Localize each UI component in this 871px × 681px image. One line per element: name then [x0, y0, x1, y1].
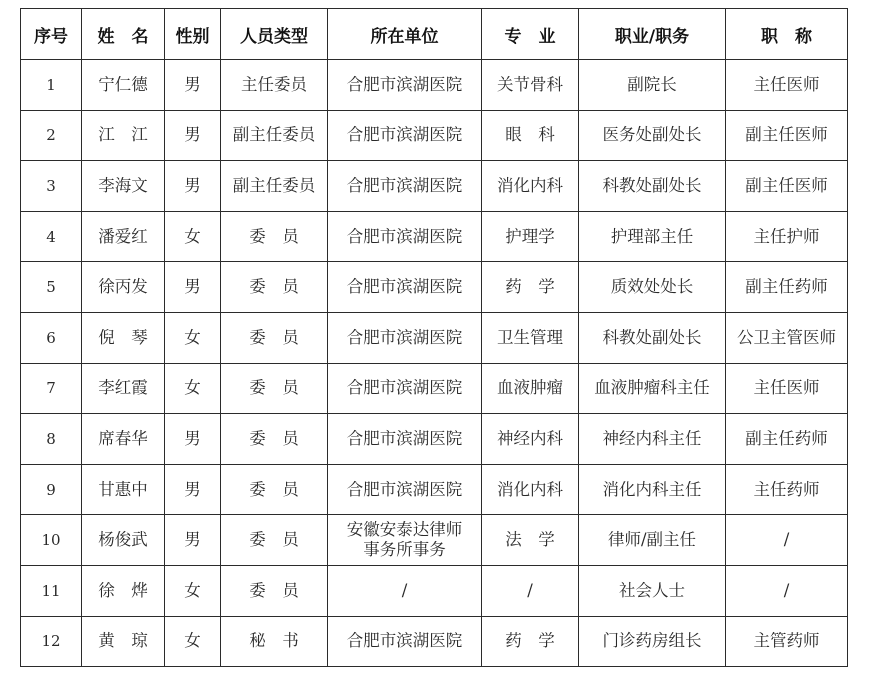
cell-specialty: 关节骨科: [482, 60, 579, 111]
header-specialty: 专 业: [482, 9, 579, 60]
cell-specialty: 护理学: [482, 211, 579, 262]
table-row: [21, 515, 848, 566]
table-row: [21, 161, 848, 212]
table-body: [21, 60, 848, 667]
header-row: [21, 9, 848, 60]
cell-organization: 合肥市滨湖医院: [328, 363, 482, 414]
cell-gender: 男: [165, 464, 221, 515]
table-row: [21, 565, 848, 616]
cell-specialty: 眼 科: [482, 110, 579, 161]
cell-position: 科教处副处长: [579, 161, 726, 212]
cell-gender: 男: [165, 515, 221, 566]
cell-gender: 女: [165, 363, 221, 414]
cell-index: 11: [21, 565, 82, 616]
cell-name: 李海文: [82, 161, 165, 212]
cell-position: 血液肿瘤科主任: [579, 363, 726, 414]
cell-title: 副主任药师: [726, 414, 848, 465]
cell-name: 杨俊武: [82, 515, 165, 566]
table-row: [21, 312, 848, 363]
cell-specialty: 卫生管理: [482, 312, 579, 363]
cell-specialty: 神经内科: [482, 414, 579, 465]
header-name: 姓 名: [82, 9, 165, 60]
cell-name: 江 江: [82, 110, 165, 161]
cell-gender: 男: [165, 414, 221, 465]
cell-title: /: [726, 515, 848, 566]
header-position: 职业/职务: [579, 9, 726, 60]
cell-position: 科教处副处长: [579, 312, 726, 363]
cell-index: 6: [21, 312, 82, 363]
cell-member-type: 主任委员: [221, 60, 328, 111]
cell-organization: /: [328, 565, 482, 616]
cell-gender: 男: [165, 60, 221, 111]
cell-gender: 男: [165, 161, 221, 212]
cell-member-type: 委 员: [221, 312, 328, 363]
table-row: [21, 262, 848, 313]
cell-position: 护理部主任: [579, 211, 726, 262]
cell-gender: 男: [165, 110, 221, 161]
cell-index: 5: [21, 262, 82, 313]
cell-index: 10: [21, 515, 82, 566]
cell-gender: 女: [165, 565, 221, 616]
cell-index: 4: [21, 211, 82, 262]
cell-title: /: [726, 565, 848, 616]
cell-position: 门诊药房组长: [579, 616, 726, 667]
table-row: [21, 60, 848, 111]
committee-members-table: [20, 8, 848, 667]
cell-specialty: 消化内科: [482, 161, 579, 212]
header-organization: 所在单位: [328, 9, 482, 60]
cell-member-type: 委 员: [221, 211, 328, 262]
cell-title: 主任医师: [726, 60, 848, 111]
cell-name: 黄 琼: [82, 616, 165, 667]
cell-member-type: 委 员: [221, 565, 328, 616]
cell-gender: 女: [165, 312, 221, 363]
cell-organization: 合肥市滨湖医院: [328, 312, 482, 363]
cell-position: 神经内科主任: [579, 414, 726, 465]
cell-member-type: 委 员: [221, 515, 328, 566]
cell-name: 李红霞: [82, 363, 165, 414]
cell-index: 2: [21, 110, 82, 161]
cell-gender: 女: [165, 616, 221, 667]
cell-index: 7: [21, 363, 82, 414]
cell-index: 9: [21, 464, 82, 515]
header-gender: 性别: [165, 9, 221, 60]
cell-name: 徐 烨: [82, 565, 165, 616]
cell-name: 席春华: [82, 414, 165, 465]
header-title: 职 称: [726, 9, 848, 60]
cell-title: 公卫主管医师: [726, 312, 848, 363]
cell-position: 质效处处长: [579, 262, 726, 313]
cell-organization: 合肥市滨湖医院: [328, 464, 482, 515]
header-member-type: 人员类型: [221, 9, 328, 60]
cell-member-type: 秘 书: [221, 616, 328, 667]
cell-organization: 合肥市滨湖医院: [328, 414, 482, 465]
cell-specialty: 血液肿瘤: [482, 363, 579, 414]
cell-position: 社会人士: [579, 565, 726, 616]
cell-specialty: 消化内科: [482, 464, 579, 515]
table-header: [21, 9, 848, 60]
table-row: [21, 363, 848, 414]
cell-member-type: 委 员: [221, 464, 328, 515]
cell-position: 医务处副处长: [579, 110, 726, 161]
cell-specialty: 法 学: [482, 515, 579, 566]
cell-member-type: 委 员: [221, 363, 328, 414]
cell-organization: 合肥市滨湖医院: [328, 211, 482, 262]
cell-organization: 合肥市滨湖医院: [328, 60, 482, 111]
cell-name: 徐丙发: [82, 262, 165, 313]
cell-organization: 合肥市滨湖医院: [328, 616, 482, 667]
cell-member-type: 副主任委员: [221, 161, 328, 212]
cell-position: 副院长: [579, 60, 726, 111]
cell-title: 主任医师: [726, 363, 848, 414]
cell-index: 3: [21, 161, 82, 212]
table-row: [21, 110, 848, 161]
cell-title: 主任护师: [726, 211, 848, 262]
cell-organization: 安徽安泰达律师 事务所事务: [328, 515, 482, 566]
cell-name: 甘惠中: [82, 464, 165, 515]
cell-gender: 女: [165, 211, 221, 262]
cell-name: 宁仁德: [82, 60, 165, 111]
cell-member-type: 委 员: [221, 262, 328, 313]
cell-title: 副主任医师: [726, 161, 848, 212]
cell-name: 潘爱红: [82, 211, 165, 262]
cell-index: 12: [21, 616, 82, 667]
header-index: 序号: [21, 9, 82, 60]
cell-gender: 男: [165, 262, 221, 313]
cell-title: 主管药师: [726, 616, 848, 667]
cell-index: 1: [21, 60, 82, 111]
cell-title: 副主任医师: [726, 110, 848, 161]
cell-member-type: 副主任委员: [221, 110, 328, 161]
cell-organization: 合肥市滨湖医院: [328, 161, 482, 212]
table-row: [21, 211, 848, 262]
cell-organization: 合肥市滨湖医院: [328, 262, 482, 313]
cell-specialty: 药 学: [482, 262, 579, 313]
cell-position: 律师/副主任: [579, 515, 726, 566]
cell-specialty: 药 学: [482, 616, 579, 667]
cell-index: 8: [21, 414, 82, 465]
cell-organization: 合肥市滨湖医院: [328, 110, 482, 161]
cell-position: 消化内科主任: [579, 464, 726, 515]
cell-member-type: 委 员: [221, 414, 328, 465]
table-row: [21, 616, 848, 667]
table-row: [21, 464, 848, 515]
cell-specialty: /: [482, 565, 579, 616]
cell-title: 主任药师: [726, 464, 848, 515]
table-row: [21, 414, 848, 465]
cell-title: 副主任药师: [726, 262, 848, 313]
cell-name: 倪 琴: [82, 312, 165, 363]
